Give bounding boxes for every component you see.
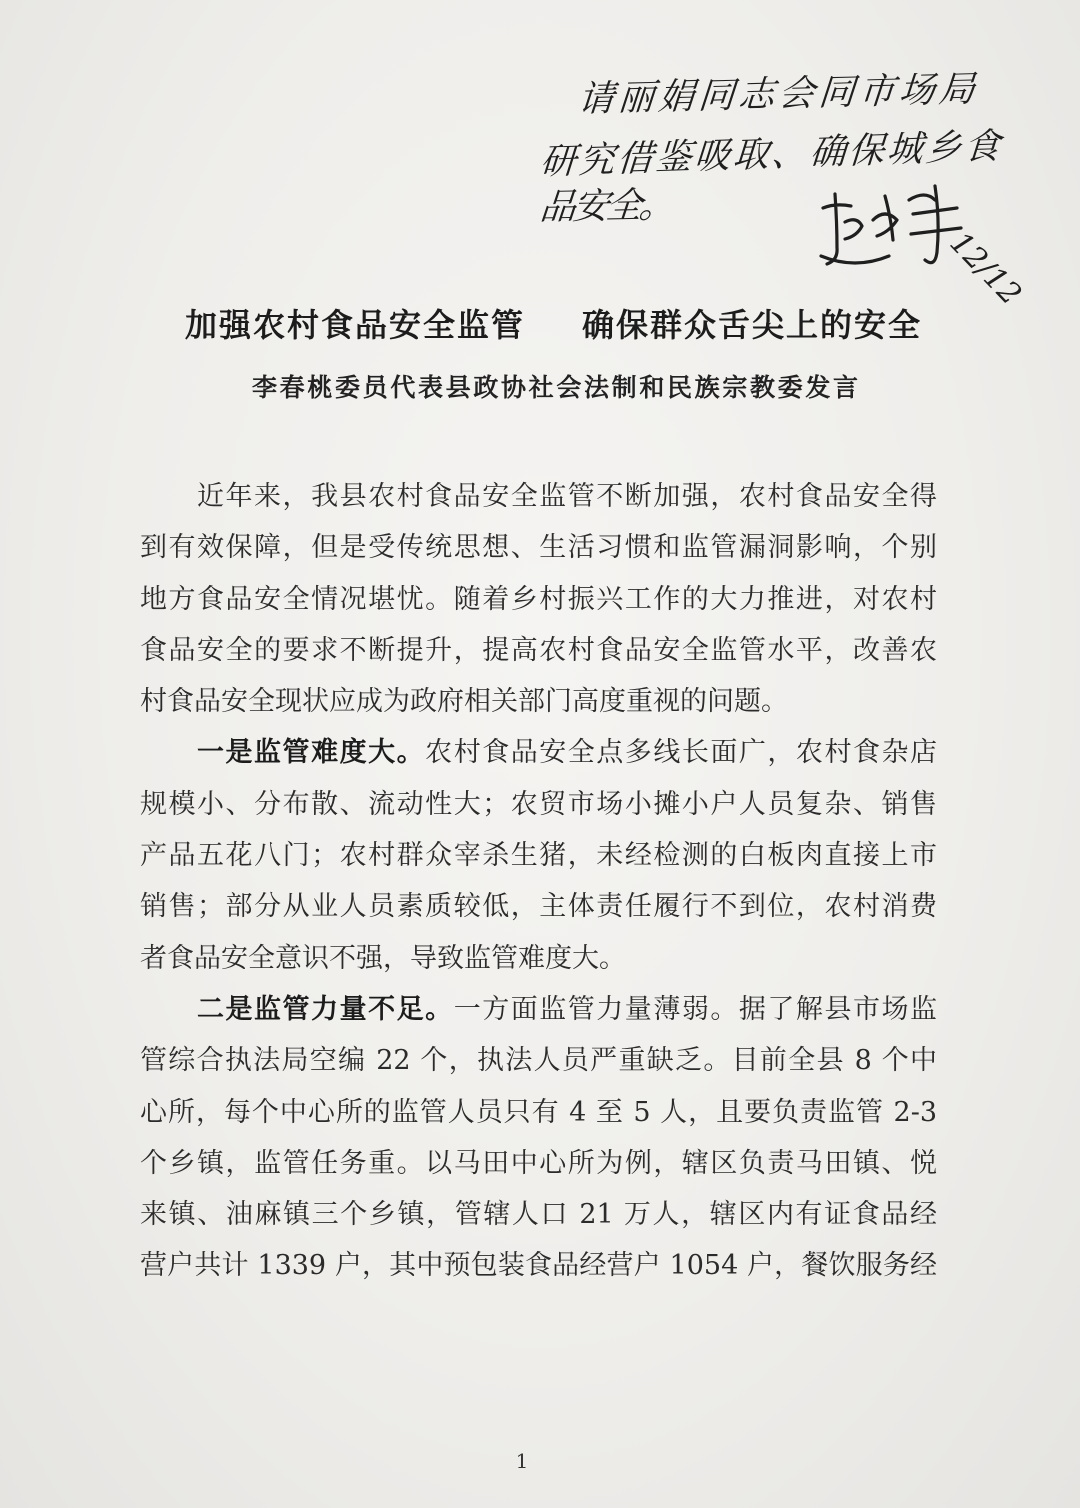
handwritten-note-line: 研究借鉴吸取、确保城乡食 (538, 125, 1002, 184)
paragraph-line: 销售；部分从业人员素质较低，主体责任履行不到位，农村消费 (140, 891, 937, 923)
title-part: 确保群众舌尖上的安全 (582, 306, 920, 344)
paragraph-lead: 一是监管难度大。 (197, 737, 426, 769)
paragraph-line: 产品五花八门；农村群众宰杀生猪，未经检测的白板肉直接上市 (140, 840, 937, 872)
handwritten-signature (815, 178, 965, 273)
paragraph-line: 管综合执法局空编 22 个，执法人员严重缺乏。目前全县 8 个中 (140, 1045, 937, 1077)
paragraph-supervision-difficulty (140, 727, 937, 983)
body-text (140, 471, 937, 1292)
paragraph-line: 者食品安全意识不强，导致监管难度大。 (140, 942, 626, 974)
paragraph-line-text: 农村食品安全点多线长面广，农村食杂店 (425, 737, 938, 769)
document-title (185, 303, 920, 347)
paragraph-line (140, 984, 937, 1035)
page-number: 1 (515, 1449, 529, 1473)
paragraph-line: 到有效保障，但是受传统思想、生活习惯和监管漏洞影响，个别 (140, 532, 937, 564)
paragraph-line: 食品安全的要求不断提升，提高农村食品安全监管水平，改善农 (140, 634, 937, 666)
paragraph-line (140, 727, 937, 778)
paragraph-line: 个乡镇，监管任务重。以马田中心所为例，辖区负责马田镇、悦 (140, 1147, 937, 1179)
document-subtitle: 李春桃委员代表县政协社会法制和民族宗教委发言 (252, 373, 858, 402)
handwritten-date: 12/12 (942, 225, 1029, 313)
title-part: 加强农村食品安全监管 (185, 306, 523, 344)
paragraph-line: 近年来，我县农村食品安全监管不断加强，农村食品安全得 (197, 481, 937, 512)
paragraph-intro (140, 471, 937, 727)
paragraph-line: 地方食品安全情况堪忧。随着乡村振兴工作的大力推进，对农村 (140, 583, 937, 615)
paragraph-line: 来镇、油麻镇三个乡镇，管辖人口 21 万人，辖区内有证食品经 (140, 1199, 937, 1231)
paragraph-line: 规模小、分布散、流动性大；农贸市场小摊小户人员复杂、销售 (140, 788, 937, 820)
paragraph-line: 营户共计 1339 户，其中预包装食品经营户 1054 户，餐饮服务经 (140, 1250, 937, 1282)
paragraph-line: 心所，每个中心所的监管人员只有 4 至 5 人，且要负责监管 2-3 (140, 1096, 937, 1128)
paragraph-supervision-staffing (140, 984, 937, 1292)
paragraph-line: 村食品安全现状应成为政府相关部门高度重视的问题。 (140, 686, 788, 718)
handwritten-note-line: 品安全。 (538, 184, 674, 229)
handwritten-note-line: 请丽娟同志会同市场局 (576, 68, 977, 121)
paragraph-lead: 二是监管力量不足。 (197, 993, 454, 1025)
paragraph-line-text: 一方面监管力量薄弱。据了解县市场监 (453, 993, 938, 1025)
